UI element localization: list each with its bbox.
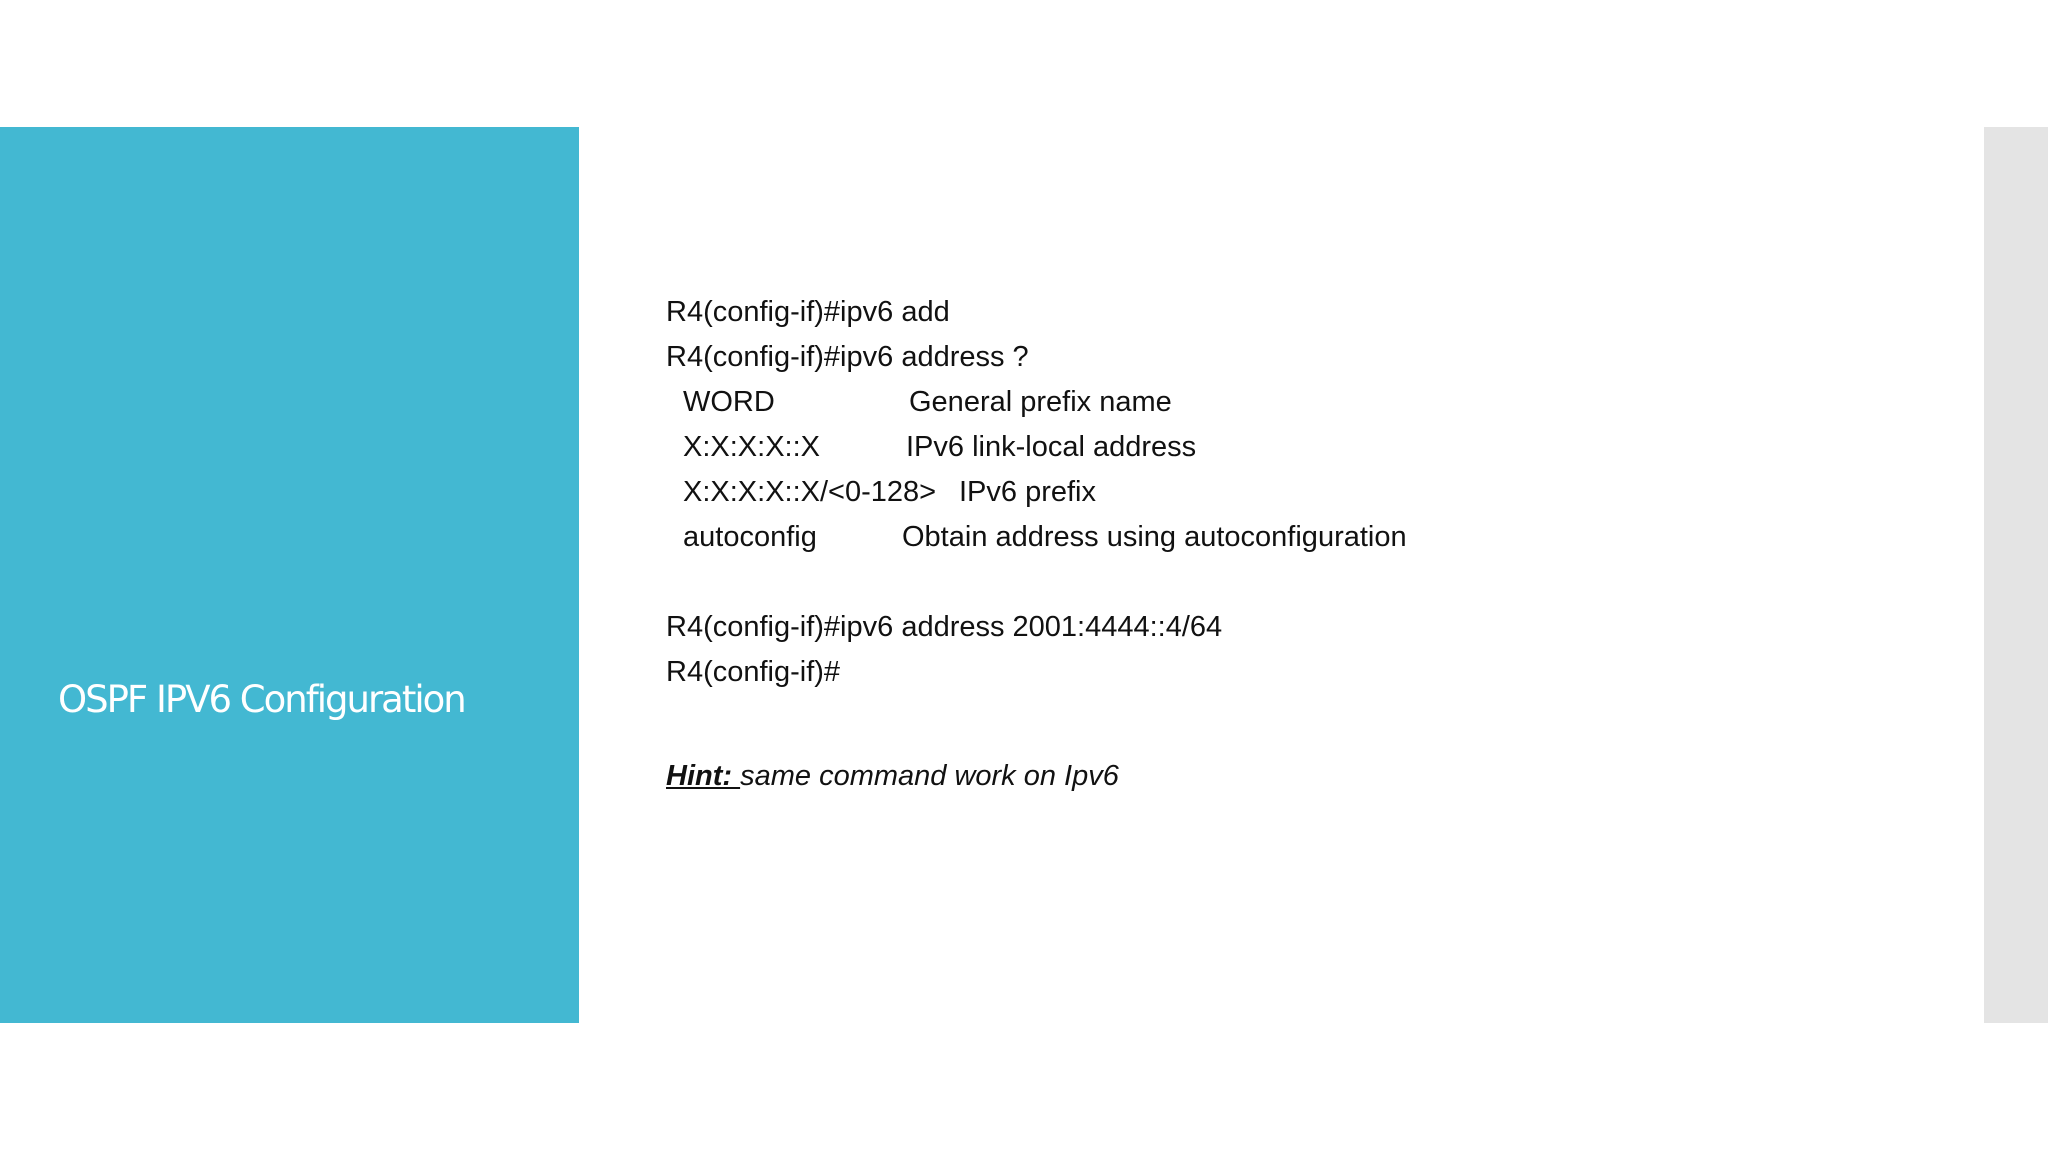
spacer [666,560,1946,605]
cli-option-keyword: WORD [683,386,775,418]
cli-option-row [666,470,1946,515]
cli-option-keyword: X:X:X:X::X/<0-128> [683,476,937,508]
cli-line: R4(config-if)#ipv6 add [666,296,950,328]
cli-line: R4(config-if)#ipv6 address ? [666,341,1029,373]
cli-line: R4(config-if)# [666,656,841,688]
hint-note [666,754,1119,799]
hint-text: same command work on Ipv6 [740,760,1119,792]
cli-line: R4(config-if)#ipv6 address 2001:4444::4/64 [666,611,1223,643]
cli-option-row [666,425,1946,470]
cli-option-row [666,380,1946,425]
cli-option-description: Obtain address using autoconfiguration [902,521,1407,553]
slide-title: OSPF IPV6 Configuration [58,678,465,721]
cli-output-block [666,290,1946,695]
cli-option-description: IPv6 link-local address [906,431,1197,463]
cli-option-keyword: autoconfig [683,521,817,553]
title-panel [0,127,579,1023]
cli-option-description: General prefix name [909,386,1172,418]
cli-option-description: IPv6 prefix [959,476,1096,508]
cli-option-keyword: X:X:X:X::X [683,431,820,463]
hint-label: Hint: [666,760,741,792]
cli-option-row [666,515,1946,560]
right-accent-strip [1984,127,2048,1023]
